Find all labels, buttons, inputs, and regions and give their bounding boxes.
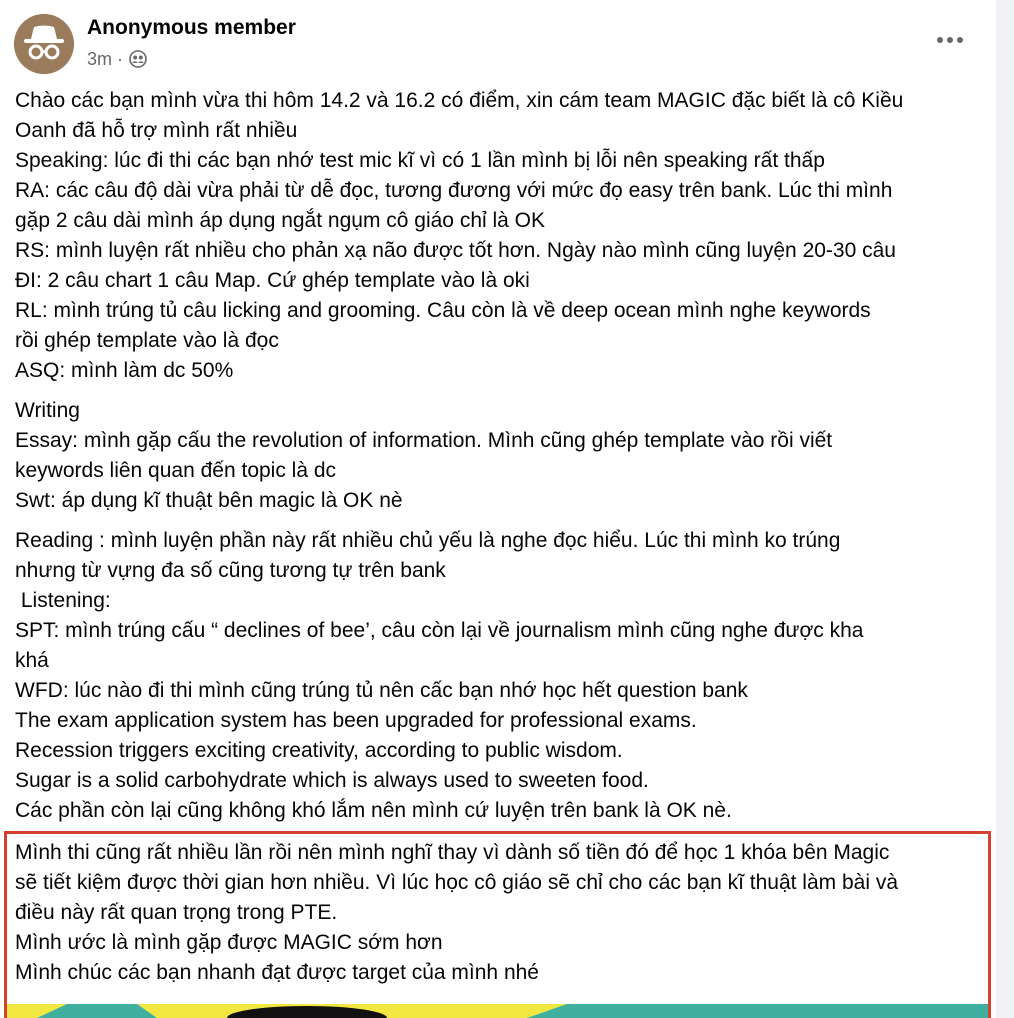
post-line: Reading : mình luyện phần này rất nhiều chủ yếu là nghe đọc hiểu. Lúc thi mình ko trúng: [15, 529, 841, 552]
anonymous-spy-icon: [14, 14, 74, 74]
post-line: điều này rất quan trọng trong PTE.: [15, 901, 338, 924]
post-line: Mình thi cũng rất nhiều lần rồi nên mình nghĩ thay vì dành số tiền đó để học 1 khóa bên Magic: [15, 841, 890, 864]
post-line: RL: mình trúng tủ câu licking and grooming. Câu còn là về deep ocean mình nghe keywords: [15, 299, 871, 322]
post-paragraph-reading: [15, 526, 990, 826]
more-options-button[interactable]: [928, 26, 972, 54]
post-line: Listening:: [15, 589, 111, 612]
group-icon[interactable]: [129, 50, 147, 68]
post-line: Recession triggers exciting creativity, according to public wisdom.: [15, 739, 623, 762]
post-line: SPT: mình trúng cấu “ declines of bee’, câu còn lại về journalism mình cũng nghe được kha: [15, 619, 864, 642]
post-line: khá: [15, 649, 49, 672]
post-line: ASQ: mình làm dc 50%: [15, 359, 234, 382]
post-line: keywords liên quan đến topic là dc: [15, 459, 337, 482]
post-line: sẽ tiết kiệm được thời gian hơn nhiều. Vì lúc học cô giáo sẽ chỉ cho các bạn kĩ thuật làm bài và: [15, 871, 899, 894]
anonymous-avatar[interactable]: [14, 14, 74, 74]
post-line: WFD: lúc nào đi thi mình cũng trúng tủ nên cấc bạn nhớ học hết question bank: [15, 679, 748, 702]
post-line: Speaking: lúc đi thi các bạn nhớ test mic kĩ vì có 1 lần mình bị lỗi nên speaking rất thấp: [15, 149, 825, 172]
post-line: nhưng từ vựng đa số cũng tương tự trên bank: [15, 559, 446, 582]
more-options-icon: [936, 36, 964, 44]
post-line: RS: mình luyện rất nhiều cho phản xạ não được tốt hơn. Ngày nào mình cũng luyện 20-30 câu: [15, 239, 896, 262]
post-line: Chào các bạn mình vừa thi hôm 14.2 và 16.2 có điểm, xin cám team MAGIC đặc biết là cô Kiều: [15, 89, 904, 112]
post-time[interactable]: 3m: [87, 48, 113, 69]
photo-preview: [7, 1004, 988, 1018]
post-line: Oanh đã hỗ trợ mình rất nhiều: [15, 119, 298, 142]
highlighted-text: [15, 838, 990, 988]
post-line: Mình chúc các bạn nhanh đạt được target của mình nhé: [15, 961, 539, 984]
post-line: RA: các câu độ dài vừa phải từ dễ đọc, tương đương với mức đọ easy trên bank. Lúc thi mình: [15, 179, 893, 202]
post-line: The exam application system has been upgraded for professional exams.: [15, 709, 697, 732]
meta-separator: ·: [117, 48, 124, 69]
post-line: ĐI: 2 câu chart 1 câu Map. Cứ ghép template vào là oki: [15, 269, 530, 292]
post-line: Swt: áp dụng kĩ thuật bên magic là OK nè: [15, 489, 403, 512]
post-line: rồi ghép template vào là đọc: [15, 329, 279, 352]
page-background: [996, 0, 1014, 1018]
post-photo[interactable]: [7, 1004, 988, 1018]
post-line: Sugar is a solid carbohydrate which is always used to sweeten food.: [15, 769, 649, 792]
post-paragraph-intro: [15, 86, 990, 386]
post-line: Các phần còn lại cũng không khó lắm nên mình cứ luyện trên bank là OK nè.: [15, 799, 732, 822]
post-line: Mình ước là mình gặp được MAGIC sớm hơn: [15, 931, 443, 954]
author-name[interactable]: Anonymous member: [87, 16, 296, 39]
post-text: [15, 86, 990, 836]
post-line: gặp 2 câu dài mình áp dụng ngắt ngụm cô giáo chỉ là OK: [15, 209, 546, 232]
post-paragraph-writing: [15, 396, 990, 516]
post-meta: [87, 47, 147, 71]
post-line: Writing: [15, 399, 80, 422]
post-line: Essay: mình gặp cấu the revolution of information. Mình cũng ghép template vào rồi viết: [15, 429, 833, 452]
